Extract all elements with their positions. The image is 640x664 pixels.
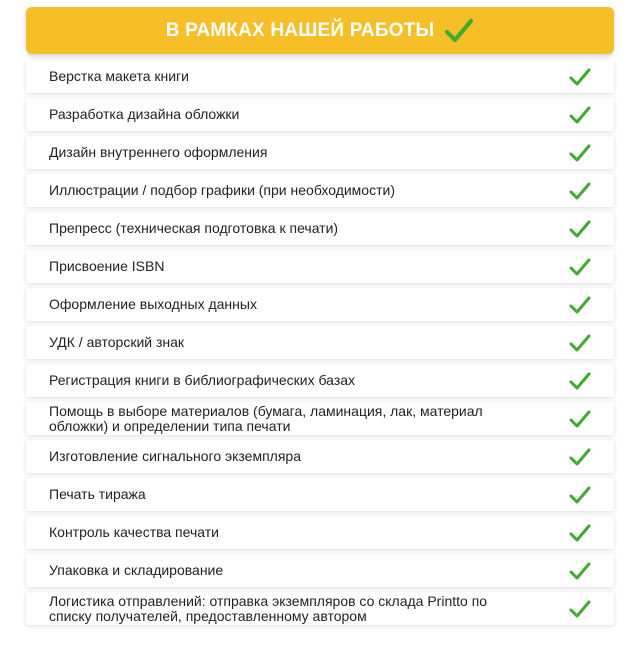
item-label: Иллюстрации / подбор графики (при необходимости) bbox=[49, 182, 395, 198]
list-item bbox=[26, 478, 614, 511]
item-label: Упаковка и складирование bbox=[49, 562, 224, 578]
list-item bbox=[26, 592, 614, 625]
item-label: Присвоение ISBN bbox=[49, 258, 165, 274]
list-item bbox=[26, 60, 614, 93]
item-label: Препресс (техническая подготовка к печати) bbox=[49, 220, 339, 236]
check-icon bbox=[568, 333, 592, 353]
list-item bbox=[26, 288, 614, 321]
header-title: В РАМКАХ НАШЕЙ РАБОТЫ bbox=[165, 19, 435, 41]
item-label: Логистика отправлений: отправка экземпляров со склада Printto по списку получателей, предоставленному автором bbox=[49, 592, 488, 624]
list-item bbox=[26, 98, 614, 131]
check-icon bbox=[568, 295, 592, 315]
list-item bbox=[26, 402, 614, 435]
list-item bbox=[26, 250, 614, 283]
check-icon bbox=[568, 181, 592, 201]
check-icon bbox=[568, 257, 592, 277]
list-item bbox=[26, 554, 614, 587]
item-label: Печать тиража bbox=[49, 486, 146, 502]
check-icon bbox=[568, 599, 592, 619]
item-label: Регистрация книги в библиографических базах bbox=[49, 372, 356, 388]
check-icon bbox=[568, 561, 592, 581]
item-label: Разработка дизайна обложки bbox=[49, 106, 240, 122]
item-label: Дизайн внутреннего оформления bbox=[49, 144, 268, 160]
services-panel bbox=[26, 7, 614, 630]
check-icon bbox=[568, 485, 592, 505]
check-icon bbox=[568, 105, 592, 125]
list-item bbox=[26, 174, 614, 207]
item-label: Контроль качества печати bbox=[49, 524, 219, 540]
check-icon bbox=[568, 447, 592, 467]
list-item bbox=[26, 516, 614, 549]
item-label: Верстка макета книги bbox=[49, 68, 189, 84]
header-banner bbox=[26, 7, 614, 54]
list-item bbox=[26, 364, 614, 397]
list-item bbox=[26, 440, 614, 473]
check-icon bbox=[568, 409, 592, 429]
check-icon bbox=[568, 371, 592, 391]
check-icon bbox=[568, 523, 592, 543]
item-label: УДК / авторский знак bbox=[49, 334, 185, 350]
list-item bbox=[26, 212, 614, 245]
check-icon bbox=[568, 143, 592, 163]
services-list bbox=[26, 60, 614, 625]
item-label: Оформление выходных данных bbox=[49, 296, 257, 312]
check-icon bbox=[568, 219, 592, 239]
list-item bbox=[26, 326, 614, 359]
item-label: Изготовление сигнального экземпляра bbox=[49, 448, 301, 464]
list-item bbox=[26, 136, 614, 169]
item-label: Помощь в выборе материалов (бумага, ламинация, лак, материал обложки) и определении типа печати bbox=[49, 402, 483, 434]
check-icon bbox=[444, 18, 474, 44]
check-icon bbox=[568, 67, 592, 87]
